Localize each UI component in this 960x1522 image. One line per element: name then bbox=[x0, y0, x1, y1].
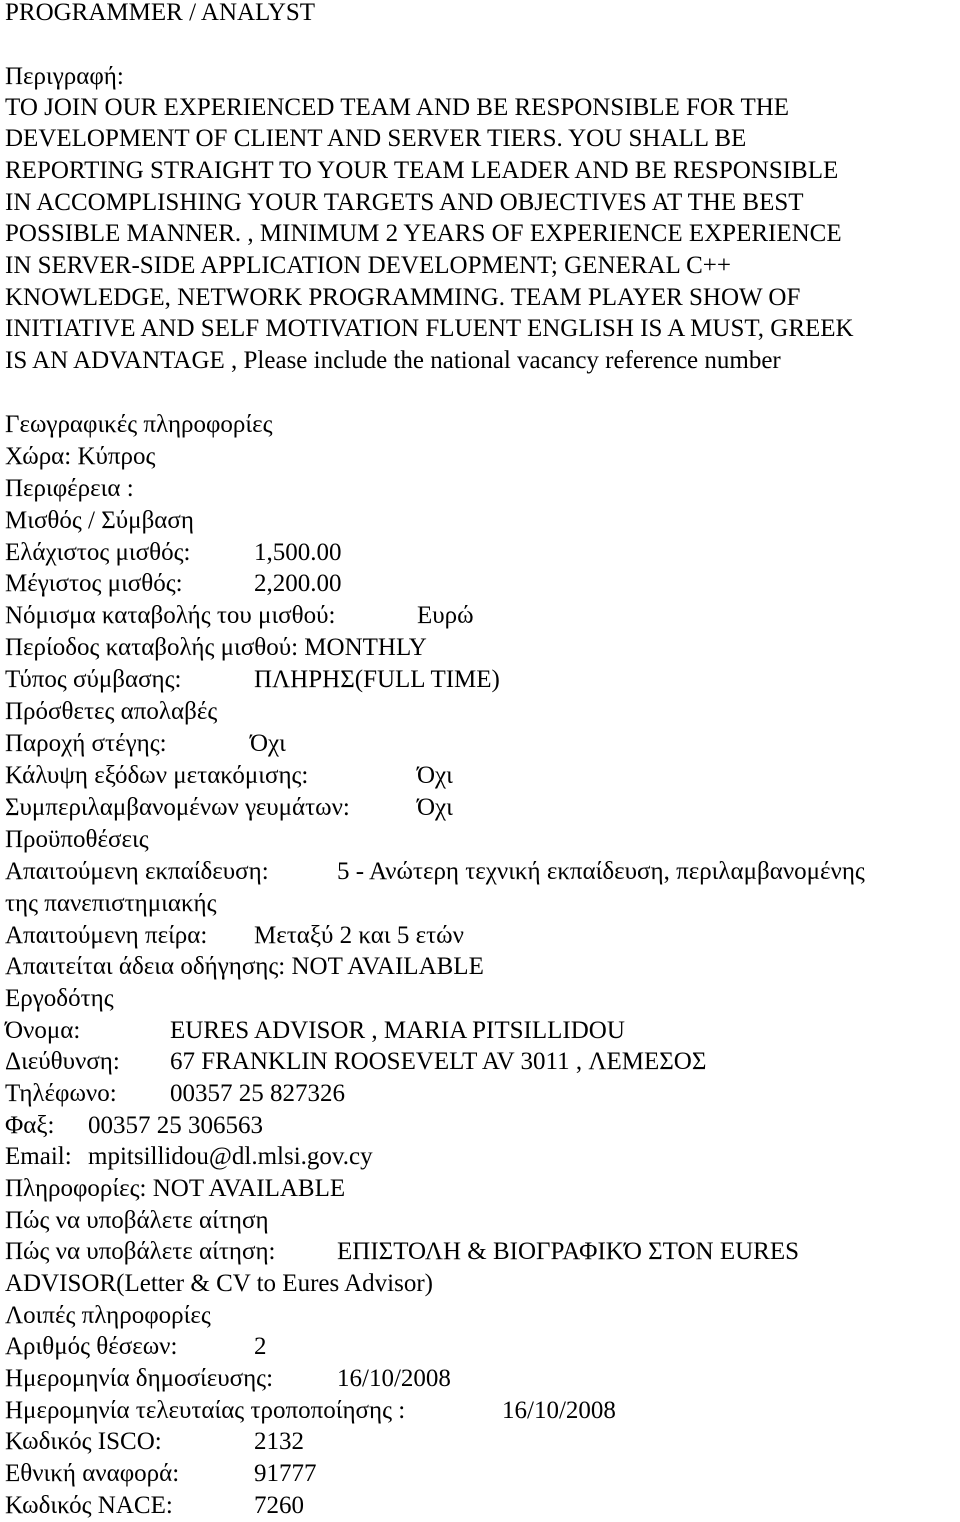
description-line: IS AN ADVANTAGE , Please include the national vacancy reference number bbox=[5, 347, 781, 374]
country: Χώρα: Κύπρος bbox=[5, 443, 156, 470]
nace-row bbox=[5, 1490, 957, 1521]
apply-method-label: Πώς να υποβάλετε αίτηση: bbox=[5, 1238, 276, 1265]
min-salary-row bbox=[5, 537, 957, 568]
education-continued: της πανεπιστημιακής bbox=[5, 890, 217, 917]
currency-value: Ευρώ bbox=[417, 602, 474, 629]
max-salary-row bbox=[5, 568, 957, 599]
description-line: KNOWLEDGE, NETWORK PROGRAMMING. TEAM PLAYER SHOW OF bbox=[5, 284, 801, 311]
positions-row bbox=[5, 1331, 957, 1362]
relocation-value: Όχι bbox=[417, 762, 453, 789]
address-label: Διεύθυνση: bbox=[5, 1048, 120, 1075]
contract-row bbox=[5, 664, 957, 695]
requirements-heading: Προϋποθέσεις bbox=[5, 826, 149, 853]
relocation-row bbox=[5, 760, 957, 791]
max-salary-label: Μέγιστος μισθός: bbox=[5, 570, 183, 597]
employer-name-label: Όνομα: bbox=[5, 1017, 81, 1044]
positions-label: Αριθμός θέσεων: bbox=[5, 1333, 178, 1360]
description-heading: Περιγραφή: bbox=[5, 63, 124, 90]
salary-heading: Μισθός / Σύμβαση bbox=[5, 507, 194, 534]
description-line: REPORTING STRAIGHT TO YOUR TEAM LEADER AND BE RESPONSIBLE bbox=[5, 157, 839, 184]
fax-row bbox=[5, 1110, 957, 1141]
pay-period: Περίοδος καταβολής μισθού: MONTHLY bbox=[5, 634, 427, 661]
national-ref-label: Εθνική αναφορά: bbox=[5, 1460, 180, 1487]
meals-row bbox=[5, 792, 957, 823]
isco-label: Κωδικός ISCO: bbox=[5, 1428, 162, 1455]
isco-row bbox=[5, 1426, 957, 1457]
description-line: IN SERVER-SIDE APPLICATION DEVELOPMENT; GENERAL C++ bbox=[5, 252, 731, 279]
published-label: Ημερομηνία δημοσίευσης: bbox=[5, 1365, 274, 1392]
employer-name-value: EURES ADVISOR , MARIA PITSILLIDOU bbox=[170, 1017, 625, 1044]
nace-label: Κωδικός NACE: bbox=[5, 1492, 173, 1519]
relocation-label: Κάλυψη εξόδων μετακόμισης: bbox=[5, 762, 309, 789]
geo-heading: Γεωγραφικές πληροφορίες bbox=[5, 411, 273, 438]
min-salary-value: 1,500.00 bbox=[254, 539, 342, 566]
education-value: 5 - Ανώτερη τεχνική εκπαίδευση, περιλαμβανομένης bbox=[337, 858, 865, 885]
job-title: PROGRAMMER / ANALYST bbox=[5, 0, 316, 26]
apply-method-value: ΕΠΙΣΤΟΛΗ & ΒΙΟΓΡΑΦΙΚΌ ΣΤΟΝ EURES bbox=[337, 1238, 800, 1265]
positions-value: 2 bbox=[254, 1333, 267, 1360]
description-line: IN ACCOMPLISHING YOUR TARGETS AND OBJECTIVES AT THE BEST bbox=[5, 189, 804, 216]
fax-value: 00357 25 306563 bbox=[88, 1112, 263, 1139]
modified-value: 16/10/2008 bbox=[502, 1397, 616, 1424]
phone-label: Τηλέφωνο: bbox=[5, 1080, 117, 1107]
max-salary-value: 2,200.00 bbox=[254, 570, 342, 597]
email-row bbox=[5, 1141, 957, 1172]
education-row bbox=[5, 856, 957, 887]
email-label: Email: bbox=[5, 1143, 72, 1170]
min-salary-label: Ελάχιστος μισθός: bbox=[5, 539, 191, 566]
description-line: POSSIBLE MANNER. , MINIMUM 2 YEARS OF EXPERIENCE EXPERIENCE bbox=[5, 220, 842, 247]
housing-row bbox=[5, 728, 957, 759]
modified-row bbox=[5, 1395, 957, 1426]
apply-heading: Πώς να υποβάλετε αίτηση bbox=[5, 1207, 269, 1234]
housing-label: Παροχή στέγης: bbox=[5, 730, 167, 757]
national-ref-row bbox=[5, 1458, 957, 1489]
benefits-heading: Πρόσθετες απολαβές bbox=[5, 698, 218, 725]
currency-label: Νόμισμα καταβολής του μισθού: bbox=[5, 602, 336, 629]
description-line: DEVELOPMENT OF CLIENT AND SERVER TIERS. YOU SHALL BE bbox=[5, 125, 747, 152]
contract-label: Τύπος σύμβασης: bbox=[5, 666, 182, 693]
experience-row bbox=[5, 920, 957, 951]
address-value: 67 FRANKLIN ROOSEVELT AV 3011 , ΛΕΜΕΣΟΣ bbox=[170, 1048, 707, 1075]
description-line: INITIATIVE AND SELF MOTIVATION FLUENT ENGLISH IS A MUST, GREEK bbox=[5, 315, 854, 342]
other-heading: Λοιπές πληροφορίες bbox=[5, 1302, 211, 1329]
published-row bbox=[5, 1363, 957, 1394]
driving-license: Απαιτείται άδεια οδήγησης: NOT AVAILABLE bbox=[5, 953, 484, 980]
experience-label: Απαιτούμενη πείρα: bbox=[5, 922, 208, 949]
phone-row bbox=[5, 1078, 957, 1109]
email-value: mpitsillidou@dl.mlsi.gov.cy bbox=[88, 1143, 373, 1170]
isco-value: 2132 bbox=[254, 1428, 304, 1455]
region: Περιφέρεια : bbox=[5, 475, 134, 502]
employer-info: Πληροφορίες: NOT AVAILABLE bbox=[5, 1175, 346, 1202]
employer-heading: Εργοδότης bbox=[5, 985, 114, 1012]
modified-label: Ημερομηνία τελευταίας τροποποίησης : bbox=[5, 1397, 406, 1424]
currency-row bbox=[5, 600, 957, 631]
description-line: TO JOIN OUR EXPERIENCED TEAM AND BE RESPONSIBLE FOR THE bbox=[5, 94, 790, 121]
published-value: 16/10/2008 bbox=[337, 1365, 451, 1392]
address-row bbox=[5, 1046, 957, 1077]
fax-label: Φαξ: bbox=[5, 1112, 55, 1139]
nace-value: 7260 bbox=[254, 1492, 304, 1519]
meals-label: Συμπεριλαμβανομένων γευμάτων: bbox=[5, 794, 350, 821]
apply-method-row bbox=[5, 1236, 957, 1267]
national-ref-value: 91777 bbox=[254, 1460, 317, 1487]
apply-method-continued: ADVISOR(Letter & CV to Eures Advisor) bbox=[5, 1270, 433, 1297]
education-label: Απαιτούμενη εκπαίδευση: bbox=[5, 858, 269, 885]
contract-value: ΠΛΗΡΗΣ(FULL TIME) bbox=[254, 666, 500, 693]
meals-value: Όχι bbox=[417, 794, 453, 821]
housing-value: Όχι bbox=[250, 730, 286, 757]
employer-name-row bbox=[5, 1015, 957, 1046]
experience-value: Μεταξύ 2 και 5 ετών bbox=[254, 922, 464, 949]
phone-value: 00357 25 827326 bbox=[170, 1080, 345, 1107]
